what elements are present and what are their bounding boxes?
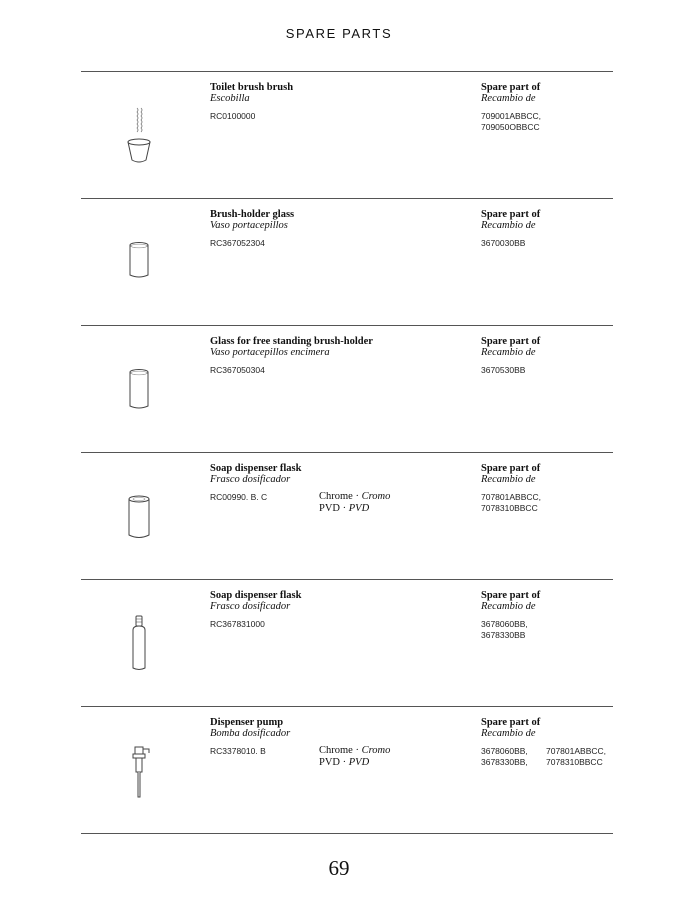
part-name: Toilet brush brush [210, 82, 294, 93]
finish-options: Chrome · Cromo PVD · PVD [319, 745, 391, 768]
part-name-es: Frasco dosificador [210, 474, 291, 485]
part-name-es: Vaso portacepillos encimera [210, 347, 330, 358]
finish-options: Chrome · Cromo PVD · PVD [319, 491, 391, 514]
spare-part-row [81, 453, 613, 580]
part-name: Soap dispenser flask [210, 590, 302, 601]
spare-part-of-label-es: Recambio de [481, 728, 536, 739]
ref-code: 7078310BBCC [481, 503, 538, 513]
part-name: Dispenser pump [210, 717, 284, 728]
spare-part-refs [481, 111, 541, 133]
pump-icon [111, 739, 167, 819]
spare-part-refs [481, 238, 525, 249]
ref-code: 3678330BB, [481, 757, 528, 767]
ref-code: 3678060BB, [481, 746, 528, 756]
spare-part-of-label: Spare part of [481, 717, 541, 728]
page-title: SPARE PARTS [285, 26, 393, 41]
spare-part-refs-secondary [546, 746, 606, 768]
finish-name: PVD [319, 503, 341, 514]
spare-part-of-label-es: Recambio de [481, 474, 536, 485]
part-name-es: Bomba dosificador [210, 728, 291, 739]
ref-code: 3678330BB [481, 630, 526, 640]
part-name-es: Vaso portacepillos [210, 220, 288, 231]
ref-code: 3670530BB [481, 365, 526, 375]
ref-code: 707801ABBCC, [481, 492, 542, 502]
spare-part-row [81, 580, 613, 707]
ref-code: 709001ABBCC, [481, 111, 542, 121]
part-name: Soap dispenser flask [210, 463, 302, 474]
spare-part-of-label: Spare part of [481, 463, 541, 474]
ref-code: 3678060BB, [481, 619, 528, 629]
finish-name-es: PVD [348, 503, 370, 514]
ref-code: 707801ABBCC, [546, 746, 607, 756]
spare-part-of-label-es: Recambio de [481, 93, 536, 104]
spare-part-of-label-es: Recambio de [481, 601, 536, 612]
part-code: RC367831000 [210, 619, 265, 629]
part-code: RC00990. B. C [210, 492, 268, 502]
spare-part-of-label: Spare part of [481, 209, 541, 220]
ref-code: 3670030BB [481, 238, 526, 248]
spare-part-refs [481, 492, 541, 514]
finish-name: Chrome [319, 745, 353, 756]
spare-part-of-label: Spare part of [481, 336, 541, 347]
part-code: RC367050304 [210, 365, 265, 375]
toilet-brush-head-icon [111, 100, 167, 180]
part-name-es: Frasco dosificador [210, 601, 291, 612]
tall-glass-icon [111, 362, 167, 442]
finish-name: PVD [319, 757, 341, 768]
part-code: RC0100000 [210, 111, 256, 121]
spare-part-refs [481, 746, 528, 768]
spare-part-of-label: Spare part of [481, 590, 541, 601]
part-code: RC367052304 [210, 238, 265, 248]
ref-code: 7078310BBCC [546, 757, 603, 767]
spare-part-row [81, 199, 613, 326]
bottle-icon [111, 606, 167, 686]
flask-icon [111, 487, 167, 567]
finish-name-es: Cromo [361, 745, 391, 756]
spare-part-of-label-es: Recambio de [481, 347, 536, 358]
page-number: 69 [328, 856, 350, 880]
spare-part-of-label: Spare part of [481, 82, 541, 93]
finish-name-es: Cromo [361, 491, 391, 502]
spare-part-of-label-es: Recambio de [481, 220, 536, 231]
spare-part-row [81, 707, 613, 834]
spare-part-refs [481, 365, 525, 376]
part-name-es: Escobilla [210, 93, 250, 104]
glass-icon [111, 235, 167, 315]
ref-code: 709050OBBCC [481, 122, 540, 132]
finish-name: Chrome [319, 491, 353, 502]
spare-part-refs [481, 619, 528, 641]
finish-name-es: PVD [348, 757, 370, 768]
part-code: RC3378010. B [210, 746, 266, 756]
spare-part-row [81, 72, 613, 199]
spare-part-row [81, 326, 613, 453]
part-name: Glass for free standing brush-holder [210, 336, 373, 347]
part-name: Brush-holder glass [210, 209, 295, 220]
